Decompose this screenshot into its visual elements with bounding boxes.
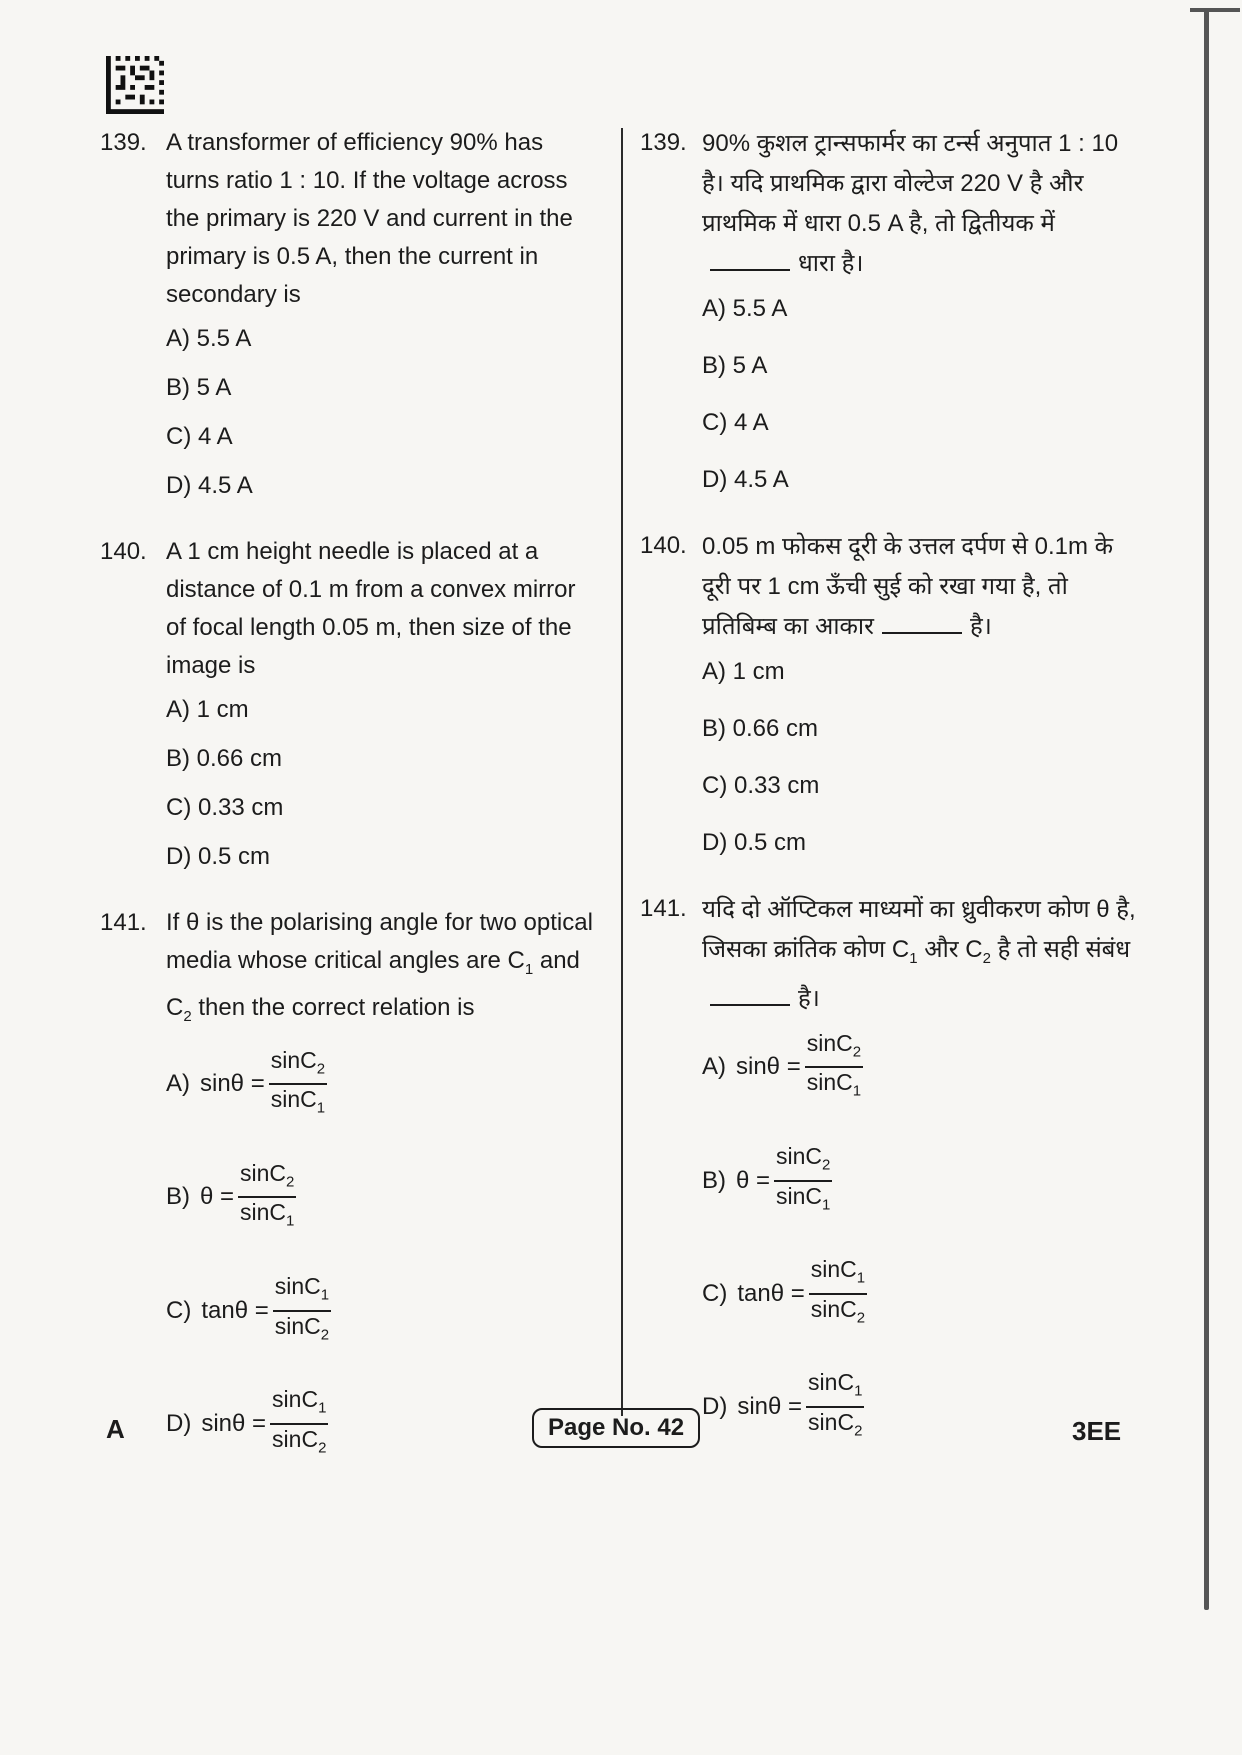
text-part: है। bbox=[798, 984, 820, 1012]
denominator bbox=[806, 1408, 864, 1446]
option-c[interactable] bbox=[702, 1255, 1140, 1332]
option-a[interactable]: A) 1 cm bbox=[166, 696, 249, 723]
num-sub: 1 bbox=[318, 1399, 327, 1417]
den-text: sinC bbox=[776, 1182, 823, 1209]
den-text: sinC bbox=[810, 1295, 857, 1322]
num-text: sinC bbox=[274, 1272, 321, 1299]
numerator bbox=[269, 1046, 327, 1086]
formula-lhs: sinθ = bbox=[737, 1392, 803, 1420]
option-label: D) bbox=[702, 1392, 728, 1420]
denominator bbox=[238, 1198, 296, 1236]
num-text: sinC bbox=[776, 1142, 823, 1169]
fraction bbox=[270, 1385, 328, 1462]
formula-lhs: tanθ = bbox=[737, 1279, 805, 1307]
option-label: C) bbox=[702, 1279, 728, 1307]
question-139-en bbox=[100, 124, 600, 501]
fraction bbox=[273, 1272, 331, 1349]
fraction bbox=[269, 1046, 327, 1123]
fraction bbox=[774, 1142, 832, 1219]
denominator bbox=[269, 1085, 327, 1123]
fraction bbox=[805, 1029, 863, 1106]
option-c[interactable]: C) 0.33 cm bbox=[702, 772, 820, 799]
den-text: sinC bbox=[808, 1408, 855, 1435]
question-140-hi bbox=[640, 527, 1140, 858]
options-list bbox=[166, 695, 600, 872]
num-text: sinC bbox=[272, 1386, 319, 1413]
answer-blank bbox=[882, 632, 962, 634]
numerator bbox=[270, 1385, 328, 1425]
numerator bbox=[805, 1029, 863, 1069]
den-sub: 2 bbox=[318, 1439, 327, 1457]
options-list bbox=[166, 324, 600, 501]
text-part: 90% कुशल ट्रान्सफार्मर का टर्न्स अनुपात 1 : 10 है। यदि प्राथमिक द्वारा वोल्टेज 220 V है और प्राथमिक में धारा 0.5 A है, तो द्वितीयक में bbox=[702, 130, 1119, 237]
option-a[interactable]: A) 1 cm bbox=[702, 658, 785, 685]
num-sub: 1 bbox=[854, 1382, 863, 1400]
booklet-set: A bbox=[106, 1414, 125, 1444]
subscript: 1 bbox=[524, 960, 534, 978]
formula-lhs: sinθ = bbox=[200, 1070, 265, 1098]
text-part: then the correct relation is bbox=[191, 993, 475, 1021]
option-d[interactable]: D) 4.5 A bbox=[166, 472, 253, 499]
text-part: If θ is the polarising angle for two optical media whose critical angles are C bbox=[166, 909, 593, 974]
text-part: 0.05 m फोकस दूरी के उत्तल दर्पण से 0.1m के दूरी पर 1 cm ऊँची सुई को रखा गया है, तो प्रतिबिम्ब का आकार bbox=[702, 533, 1114, 640]
den-sub: 1 bbox=[316, 1099, 326, 1117]
num-text: sinC bbox=[270, 1046, 317, 1073]
den-text: sinC bbox=[240, 1199, 287, 1226]
denominator bbox=[809, 1295, 867, 1333]
option-label: A) bbox=[702, 1053, 726, 1081]
question-number: 140. bbox=[100, 538, 147, 565]
option-label: B) bbox=[702, 1166, 726, 1194]
options-list bbox=[702, 294, 1140, 495]
option-b[interactable] bbox=[166, 1159, 600, 1236]
page-number-box: Page No. 42 bbox=[532, 1408, 700, 1448]
question-number: 139. bbox=[100, 129, 147, 156]
option-c[interactable]: C) 0.33 cm bbox=[166, 794, 284, 821]
text-part: and C bbox=[166, 947, 580, 1021]
num-sub: 2 bbox=[316, 1060, 326, 1078]
options-list bbox=[166, 1046, 600, 1463]
subscript: 2 bbox=[183, 1007, 192, 1025]
denominator bbox=[774, 1182, 832, 1220]
fraction bbox=[806, 1368, 864, 1445]
option-c[interactable]: C) 4 A bbox=[166, 423, 233, 450]
column-divider bbox=[621, 128, 623, 1416]
question-number: 141. bbox=[100, 909, 147, 936]
page-edge-line bbox=[1204, 10, 1209, 1610]
question-140-en bbox=[100, 533, 600, 872]
num-text: sinC bbox=[810, 1256, 857, 1283]
text-part: और C bbox=[917, 936, 983, 963]
option-c[interactable]: C) 4 A bbox=[702, 409, 769, 436]
option-c[interactable] bbox=[166, 1272, 600, 1349]
text-part: है तो सही संबंध bbox=[990, 936, 1131, 963]
num-text: sinC bbox=[806, 1029, 853, 1056]
question-text: A transformer of efficiency 90% has turns ratio 1 : 10. If the voltage across the primary is 220 V and current in the primary is 0.5 A, then the current in secondary is bbox=[166, 129, 573, 308]
text-part: है। bbox=[969, 613, 992, 640]
question-text bbox=[166, 904, 600, 1036]
denominator bbox=[805, 1068, 863, 1106]
hindi-column bbox=[640, 124, 1140, 1482]
question-number: 139. bbox=[640, 129, 687, 156]
den-text: sinC bbox=[806, 1069, 853, 1096]
fraction bbox=[238, 1159, 296, 1236]
den-text: sinC bbox=[274, 1312, 321, 1339]
numerator bbox=[809, 1255, 867, 1295]
question-139-hi bbox=[640, 124, 1140, 495]
question-text bbox=[702, 527, 1140, 647]
denominator bbox=[270, 1425, 328, 1463]
option-label: B) bbox=[166, 1183, 190, 1211]
num-text: sinC bbox=[808, 1369, 855, 1396]
numerator bbox=[273, 1272, 331, 1312]
text-part: यदि दो ऑप्टिकल माध्यमों का ध्रुवीकरण कोण θ है, जिसका क्रांतिक कोण C bbox=[702, 896, 1136, 963]
option-b[interactable]: B) 0.66 cm bbox=[166, 745, 283, 772]
denominator bbox=[273, 1312, 331, 1350]
question-141-hi bbox=[640, 890, 1140, 1446]
num-text: sinC bbox=[240, 1159, 287, 1186]
num-sub: 2 bbox=[822, 1156, 831, 1174]
formula-lhs: θ = bbox=[736, 1166, 771, 1194]
text-part: धारा है। bbox=[798, 250, 864, 277]
numerator bbox=[806, 1368, 864, 1408]
option-d[interactable]: D) 0.5 cm bbox=[166, 843, 271, 870]
option-b[interactable]: B) 5 A bbox=[166, 374, 232, 401]
option-a[interactable] bbox=[166, 1046, 600, 1123]
option-b[interactable] bbox=[702, 1142, 1140, 1219]
options-list bbox=[702, 1029, 1140, 1446]
den-sub: 1 bbox=[822, 1196, 831, 1214]
option-b[interactable]: B) 5 A bbox=[702, 352, 768, 379]
paper-code: 3EE bbox=[1072, 1416, 1122, 1446]
question-141-en bbox=[100, 904, 600, 1462]
option-label: D) bbox=[166, 1409, 192, 1437]
english-column bbox=[100, 124, 600, 1498]
fraction bbox=[809, 1255, 867, 1332]
question-number: 141. bbox=[640, 895, 687, 922]
formula-lhs: θ = bbox=[200, 1183, 235, 1211]
subscript: 1 bbox=[909, 949, 918, 967]
option-a[interactable]: A) 5.5 A bbox=[702, 295, 788, 322]
num-sub: 2 bbox=[852, 1043, 862, 1061]
subscript: 2 bbox=[982, 949, 991, 967]
answer-blank bbox=[710, 1004, 790, 1006]
formula-lhs: tanθ = bbox=[201, 1296, 269, 1324]
answer-blank bbox=[710, 269, 790, 271]
den-text: sinC bbox=[270, 1086, 317, 1113]
numerator bbox=[238, 1159, 296, 1199]
den-text: sinC bbox=[272, 1425, 319, 1452]
question-text bbox=[702, 124, 1140, 284]
option-b[interactable]: B) 0.66 cm bbox=[702, 715, 819, 742]
option-a[interactable]: A) 5.5 A bbox=[166, 325, 252, 352]
option-d[interactable]: D) 0.5 cm bbox=[702, 829, 807, 856]
options-list bbox=[702, 657, 1140, 858]
option-a[interactable] bbox=[702, 1029, 1140, 1106]
num-sub: 2 bbox=[286, 1173, 295, 1191]
question-number: 140. bbox=[640, 532, 687, 559]
option-label: A) bbox=[166, 1070, 190, 1098]
num-sub: 1 bbox=[856, 1269, 866, 1287]
question-text bbox=[702, 890, 1140, 1019]
formula-lhs: sinθ = bbox=[201, 1409, 267, 1437]
numerator bbox=[774, 1142, 832, 1182]
question-text: A 1 cm height needle is placed at a distance of 0.1 m from a convex mirror of focal length 0.05 m, then size of the image is bbox=[166, 538, 576, 679]
den-sub: 1 bbox=[852, 1082, 862, 1100]
den-sub: 1 bbox=[286, 1212, 295, 1230]
den-sub: 2 bbox=[854, 1422, 863, 1440]
option-label: C) bbox=[166, 1296, 192, 1324]
num-sub: 1 bbox=[320, 1286, 330, 1304]
qr-code-icon bbox=[106, 56, 164, 114]
den-sub: 2 bbox=[320, 1326, 330, 1344]
den-sub: 2 bbox=[856, 1309, 866, 1327]
formula-lhs: sinθ = bbox=[736, 1053, 801, 1081]
page-edge-mark bbox=[1190, 8, 1240, 12]
option-d[interactable]: D) 4.5 A bbox=[702, 466, 789, 493]
